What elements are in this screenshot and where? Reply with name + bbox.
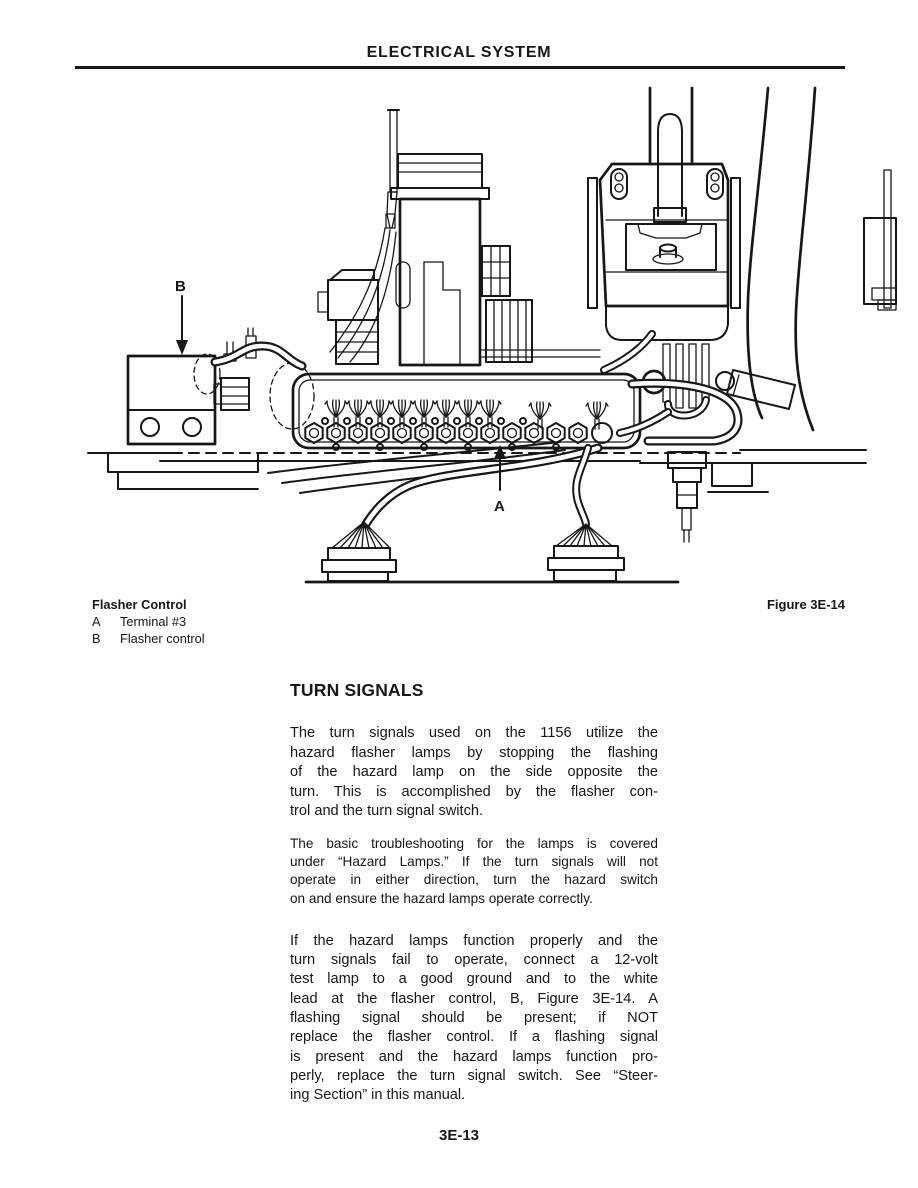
column-lower-connector [668,452,706,542]
diagram-label-a: A [494,498,505,515]
callout-label-a: Terminal #3 [120,613,187,629]
harness-connector-right [548,546,624,581]
callout-arrow-a [494,445,506,515]
relay-module [318,110,600,365]
callout-arrow-b [175,278,188,355]
figure-number: Figure 3E-14 [766,597,845,612]
callout-key-a: A [92,613,101,629]
figure-caption [92,597,205,647]
steering-column-assembly [588,88,896,542]
callout-key-b: B [92,630,101,646]
paragraph-2: The basic troubleshooting for the lamps is covered under “Hazard Lamps.” If the turn signals will not operate in either direction, turn the hazard switch on and ensure the hazard lamps operate correctly. [290,835,658,906]
page-header: ELECTRICAL SYSTEM [366,44,552,61]
body-text-column [290,680,658,1105]
figure-caption-title: Flasher Control [92,597,187,612]
flasher-control-unit [128,328,256,444]
diagram-label-b: B [175,278,186,295]
side-bracket-plate [864,170,896,310]
callout-row-a [92,614,205,631]
paragraph-3: If the hazard lamps function properly and the turn signals fail to operate, connect a 12-volt test lamp to a good ground and to the white lead at the flasher control, B, Figure 3E-14. A flashing signal should be present; if NOT replace the flasher control. If a flashing signal is present and the hazard lamps function pro- perly, replace the turn signal switch. See “Steer- ing Section” in this manual. [290,932,658,1104]
paragraph-1: The turn signals used on the 1156 utilize the hazard flasher lamps by stopping the flashing of the hazard lamp on the side opposite the turn. This is accomplished by the flasher con- trol and the turn signal switch. [290,725,658,820]
section-heading: TURN SIGNALS [290,680,424,700]
callout-row-b [92,631,205,648]
page-number: 3E-13 [438,1127,480,1144]
callout-label-b: Flasher control [120,630,205,646]
harness-connector-left [322,548,396,581]
